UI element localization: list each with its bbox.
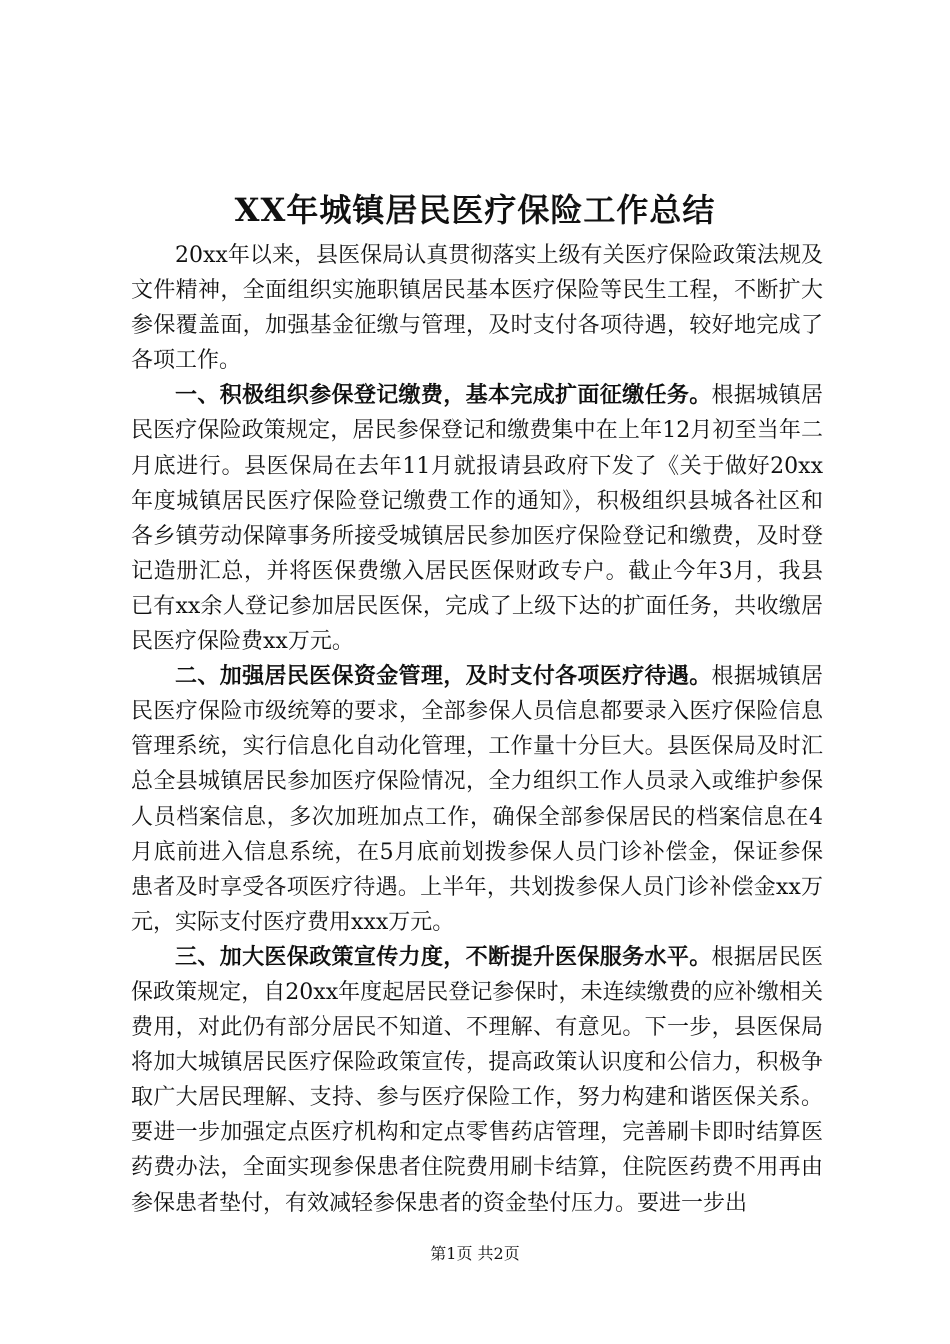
document-body [131,238,823,1221]
section-heading-3: 三、加大医保政策宣传力度，不断提升医保服务水平。 [175,943,712,970]
section-heading-2: 二、加强居民医保资金管理，及时支付各项医疗待遇。 [175,663,712,690]
page-number-footer: 第1页 共2页 [430,1244,520,1263]
section-text-1: 根据城镇居民医疗保险政策规定，居民参保登记和缴费集中在上年12月初至当年二月底进行。县医保局在去年11月就报请县政府下发了《关于做好20xx年度城镇居民医疗保险登记缴费工作的通知》，积极组织县城各社区和各乡镇劳动保障事务所接受城镇居民参加医疗保险登记和缴费，及时登记造册汇总，并将医保费缴入居民医保财政专户。截止今年3月，我县已有xx余人登记参加居民医保，完成了上级下达的扩面任务，共收缴居民医疗保险费xx万元。 [131,383,823,655]
section-paragraph-1 [131,378,823,659]
section-paragraph-2 [131,659,823,940]
section-text-2: 根据城镇居民医疗保险市级统筹的要求，全部参保人员信息都要录入医疗保险信息管理系统，实行信息化自动化管理，工作量十分巨大。县医保局及时汇总全县城镇居民参加医疗保险情况，全力组织工作人员录入或维护参保人员档案信息，多次加班加点工作，确保全部参保居民的档案信息在4月底前进入信息系统，在5月底前划拨参保人员门诊补偿金，保证参保患者及时享受各项医疗待遇。上半年，共划拨参保人员门诊补偿金xx万元，实际支付医疗费用xxx万元。 [131,664,823,935]
section-text-3: 根据居民医保政策规定，自20xx年度起居民登记参保时，未连续缴费的应补缴相关费用，对此仍有部分居民不知道、不理解、有意见。下一步，县医保局将加大城镇居民医疗保险政策宣传，提高政策认识度和公信力，积极争取广大居民理解、支持、参与医疗保险工作，努力构建和谐医保关系。要进一步加强定点医疗机构和定点零售药店管理，完善刷卡即时结算医药费办法，全面实现参保患者住院费用刷卡结算，住院医药费不用再由参保患者垫付，有效减轻参保患者的资金垫付压力。要进一步出 [131,944,823,1216]
intro-paragraph: 20xx年以来，县医保局认真贯彻落实上级有关医疗保险政策法规及文件精神，全面组织实施职镇居民基本医疗保险等民生工程，不断扩大参保覆盖面，加强基金征缴与管理，及时支付各项待遇，较好地完成了各项工作。 [131,243,823,374]
section-paragraph-3 [131,940,823,1221]
section-heading-1: 一、积极组织参保登记缴费，基本完成扩面征缴任务。 [175,382,712,409]
document-title: XX年城镇居民医疗保险工作总结 [234,191,716,229]
